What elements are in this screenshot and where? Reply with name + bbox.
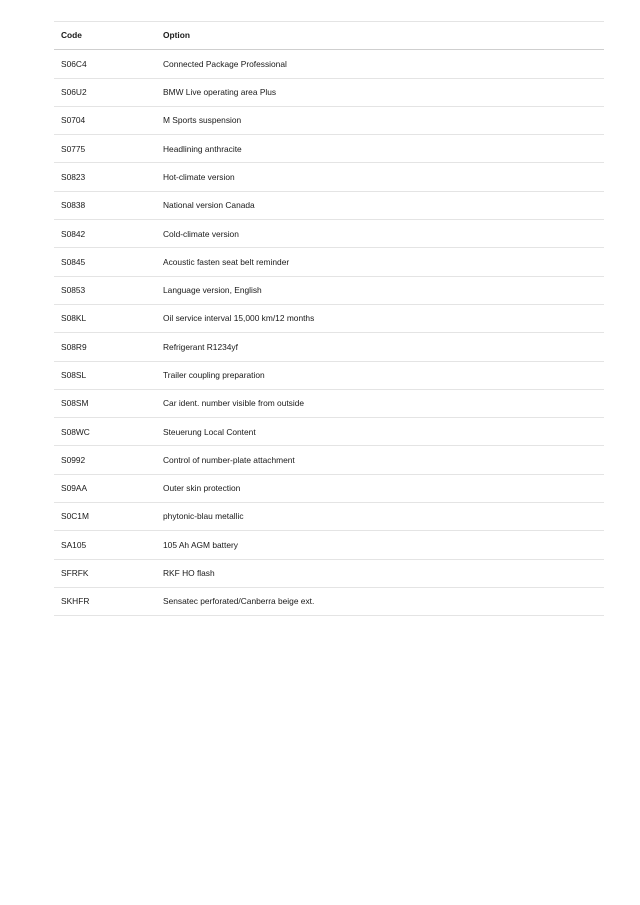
option-code-cell: SA105 [54, 531, 156, 559]
option-name-cell: Headlining anthracite [156, 135, 604, 163]
option-name-cell: Outer skin protection [156, 474, 604, 502]
table-row [54, 389, 604, 417]
option-code-cell: S0845 [54, 248, 156, 276]
option-name-cell: M Sports suspension [156, 106, 604, 134]
column-header-code: Code [54, 22, 156, 50]
table-row [54, 220, 604, 248]
table-row [54, 446, 604, 474]
option-code-cell: S0823 [54, 163, 156, 191]
option-name-cell: Oil service interval 15,000 km/12 months [156, 304, 604, 332]
table-row [54, 248, 604, 276]
table-row [54, 106, 604, 134]
option-name-cell: Connected Package Professional [156, 50, 604, 78]
option-name-cell: Trailer coupling preparation [156, 361, 604, 389]
option-name-cell: Hot-climate version [156, 163, 604, 191]
option-code-cell: S0775 [54, 135, 156, 163]
table-row [54, 361, 604, 389]
table-row [54, 559, 604, 587]
option-name-cell: Acoustic fasten seat belt reminder [156, 248, 604, 276]
option-name-cell: Control of number-plate attachment [156, 446, 604, 474]
table-row [54, 333, 604, 361]
option-code-cell: S06U2 [54, 78, 156, 106]
option-name-cell: National version Canada [156, 191, 604, 219]
option-code-cell: S0842 [54, 220, 156, 248]
table-body [54, 50, 604, 616]
table-row [54, 503, 604, 531]
option-code-cell: S0C1M [54, 503, 156, 531]
table-row [54, 135, 604, 163]
option-code-cell: S0838 [54, 191, 156, 219]
option-code-cell: S09AA [54, 474, 156, 502]
option-name-cell: Refrigerant R1234yf [156, 333, 604, 361]
options-table [54, 21, 604, 616]
option-code-cell: S08R9 [54, 333, 156, 361]
table-header [54, 22, 604, 50]
table-row [54, 163, 604, 191]
option-name-cell: Car ident. number visible from outside [156, 389, 604, 417]
option-code-cell: SFRFK [54, 559, 156, 587]
table-row [54, 531, 604, 559]
option-name-cell: Steuerung Local Content [156, 418, 604, 446]
table-row [54, 78, 604, 106]
column-header-option: Option [156, 22, 604, 50]
option-name-cell: Language version, English [156, 276, 604, 304]
option-code-cell: SKHFR [54, 587, 156, 615]
table-header-row [54, 22, 604, 50]
table-row [54, 191, 604, 219]
option-name-cell: RKF HO flash [156, 559, 604, 587]
option-code-cell: S08SM [54, 389, 156, 417]
option-code-cell: S08WC [54, 418, 156, 446]
option-name-cell: Sensatec perforated/Canberra beige ext. [156, 587, 604, 615]
table-row [54, 50, 604, 78]
option-code-cell: S08KL [54, 304, 156, 332]
table-row [54, 587, 604, 615]
table-row [54, 474, 604, 502]
table-row [54, 418, 604, 446]
option-code-cell: S08SL [54, 361, 156, 389]
option-code-cell: S06C4 [54, 50, 156, 78]
option-code-cell: S0853 [54, 276, 156, 304]
option-code-cell: S0704 [54, 106, 156, 134]
option-code-cell: S0992 [54, 446, 156, 474]
option-name-cell: Cold-climate version [156, 220, 604, 248]
table-row [54, 304, 604, 332]
table-row [54, 276, 604, 304]
option-name-cell: 105 Ah AGM battery [156, 531, 604, 559]
option-name-cell: BMW Live operating area Plus [156, 78, 604, 106]
option-name-cell: phytonic-blau metallic [156, 503, 604, 531]
